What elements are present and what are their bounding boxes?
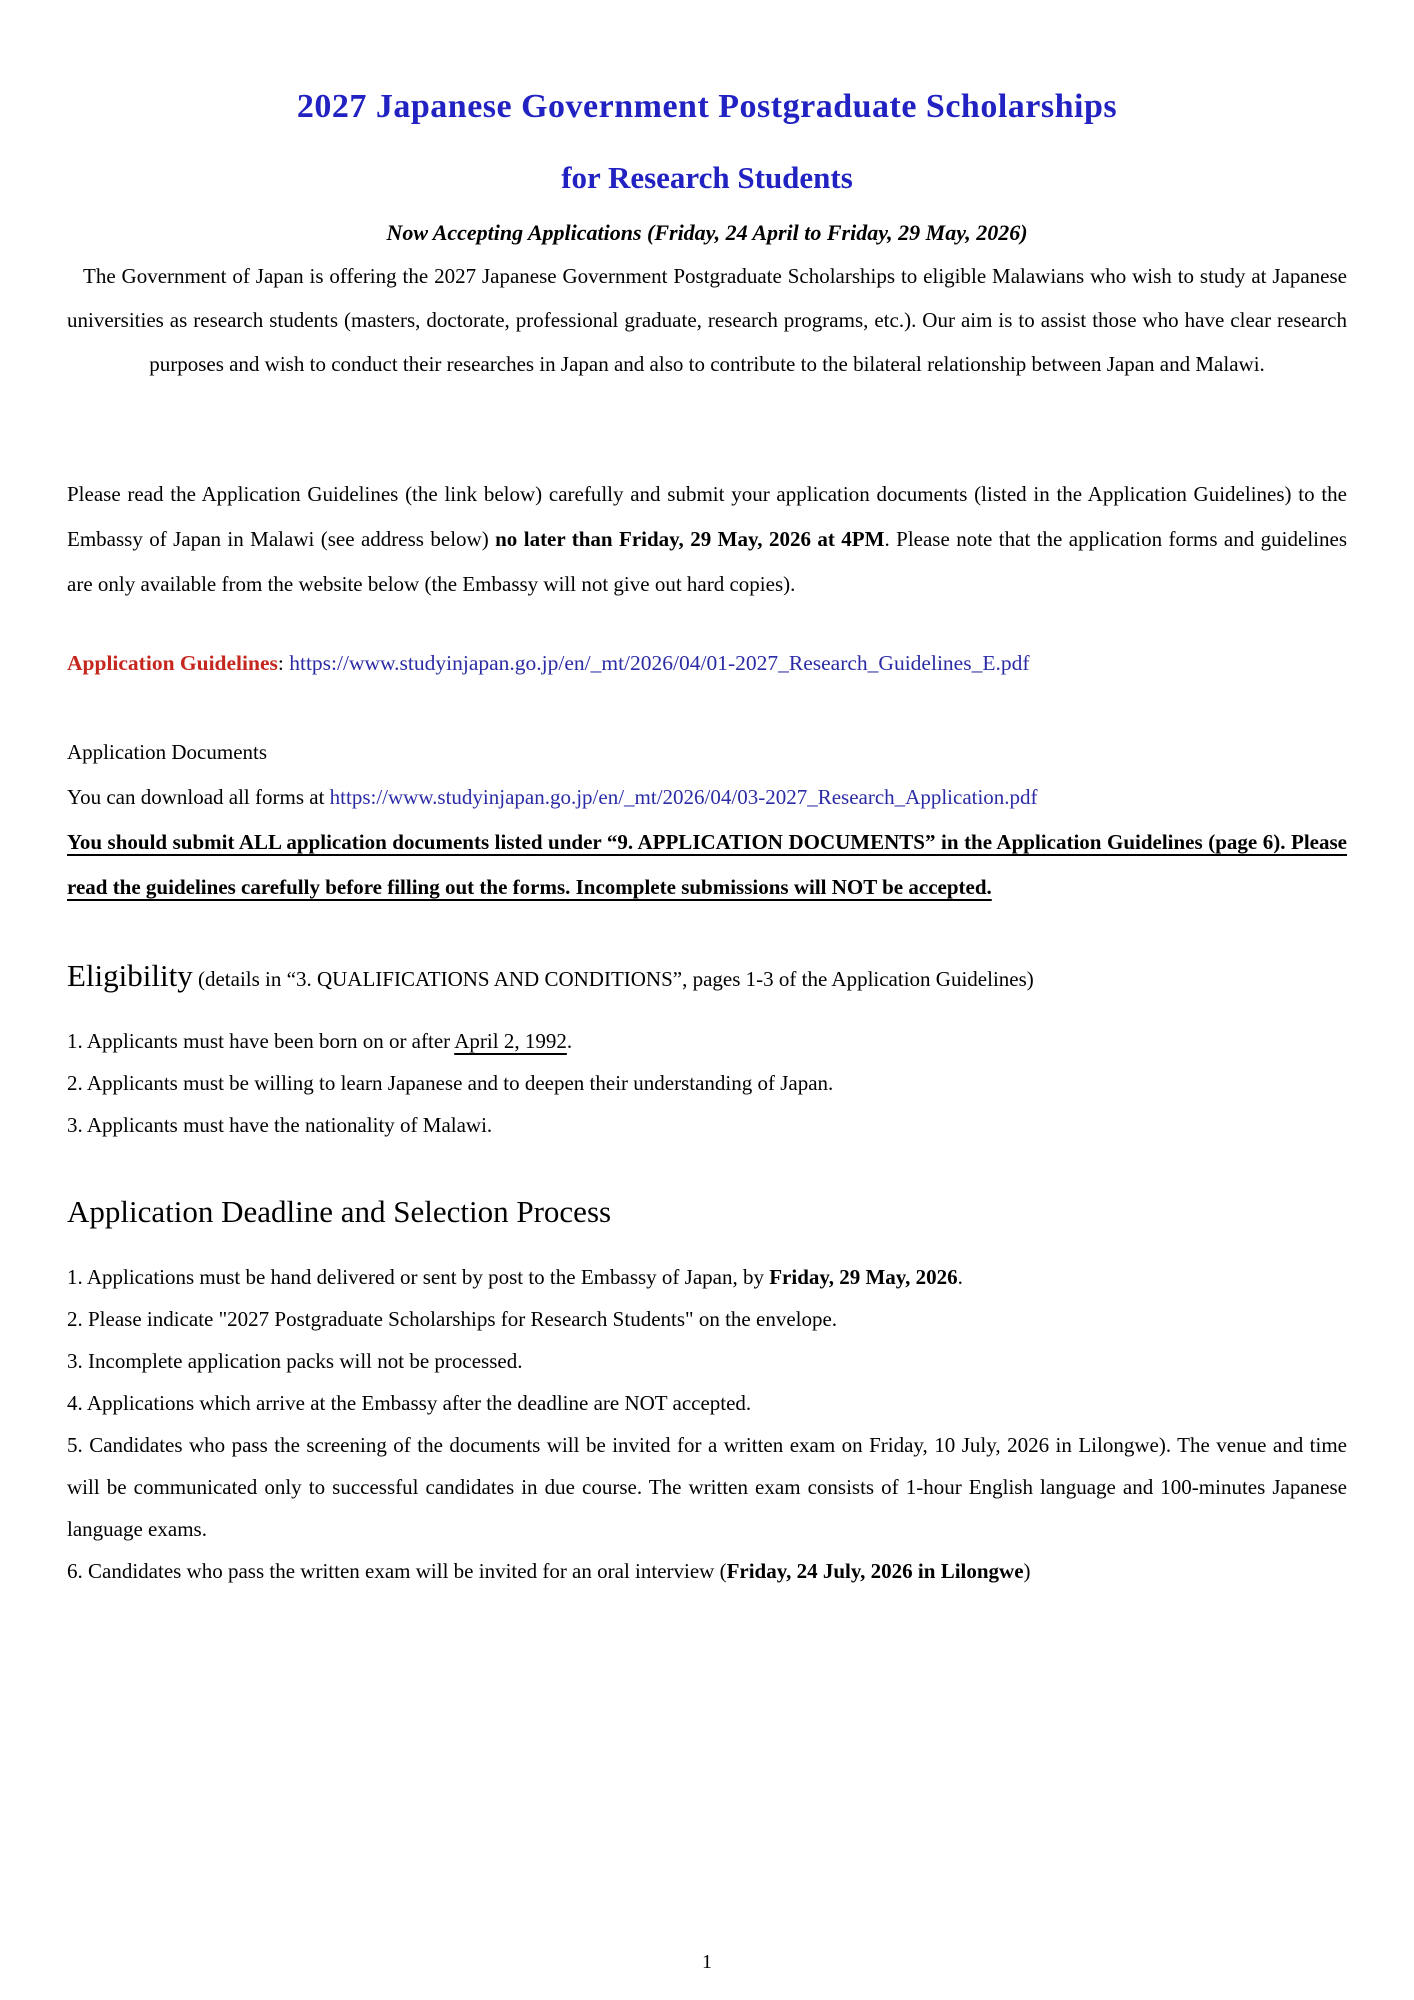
deadline-item-4: 4. Applications which arrive at the Embassy after the deadline are NOT accepted. xyxy=(67,1391,752,1415)
deadline-item-2: 2. Please indicate "2027 Postgraduate Scholarships for Research Students" on the envelope. xyxy=(67,1307,838,1331)
intro-paragraph: The Government of Japan is offering the 2027 Japanese Government Postgraduate Scholarships to eligible Malawians who wish to study at Japanese universities as research students (masters, doctorate, professional graduate, research programs, etc.). Our aim is to assist those who have clear research purposes and wish to conduct their researches in Japan and also to contribute to the bilateral relationship between Japan and Malawi. xyxy=(67,264,1347,376)
eligibility-heading xyxy=(67,958,1347,994)
eligibility-item-1-text: 1. Applicants must have been born on or after xyxy=(67,1029,455,1053)
page-number: 1 xyxy=(702,1951,712,1973)
birthdate-underlined: April 2, 1992 xyxy=(454,1029,567,1053)
deadline-item-6 xyxy=(67,1550,1347,1592)
submission-paragraph xyxy=(67,472,1347,607)
submission-text-part1: Please read the Application Guidelines (the link below) carefully and submit your application documents (listed in the Application Guidelines) to the Embassy of Japan in Malawi (see address below) xyxy=(67,482,1347,551)
application-documents-heading: Application Documents xyxy=(67,740,268,764)
interview-date-bold: Friday, 24 July, 2026 in Lilongwe xyxy=(726,1559,1024,1583)
eligibility-list xyxy=(67,1020,1347,1146)
application-documents-section xyxy=(67,730,1347,910)
deadline-process-heading: Application Deadline and Selection Process xyxy=(67,1194,612,1229)
download-forms-line xyxy=(67,775,1347,820)
application-pdf-link[interactable]: https://www.studyinjapan.go.jp/en/_mt/2026/04/03-2027_Research_Application.pdf xyxy=(329,785,1038,809)
eligibility-heading-note: (details in “3. QUALIFICATIONS AND CONDITIONS”, pages 1-3 of the Application Guidelines) xyxy=(192,967,1034,991)
application-guidelines-label: Application Guidelines xyxy=(67,651,278,675)
eligibility-item-1 xyxy=(67,1020,1347,1062)
deadline-date-bold: Friday, 29 May, 2026 xyxy=(769,1265,958,1289)
document-title: 2027 Japanese Government Postgraduate Scholarships xyxy=(296,88,1118,125)
deadline-process-list xyxy=(67,1256,1347,1592)
vertical-gap xyxy=(67,386,1347,472)
eligibility-item-1-period: . xyxy=(566,1029,573,1053)
submission-warning: You should submit ALL application documents listed under “9. APPLICATION DOCUMENTS” in the Application Guidelines (page 6). Please read the guidelines carefully before filling out the forms. Incomplete submissions will NOT be accepted. xyxy=(67,830,1347,899)
deadline-item-6-text: 6. Candidates who pass the written exam will be invited for an oral interview ( xyxy=(67,1559,727,1583)
accepting-applications-tagline: Now Accepting Applications (Friday, 24 April to Friday, 29 May, 2026) xyxy=(386,220,1028,245)
eligibility-item-3: 3. Applicants must have the nationality of Malawi. xyxy=(67,1113,493,1137)
deadline-item-1 xyxy=(67,1256,1347,1298)
eligibility-item-2: 2. Applicants must be willing to learn Japanese and to deepen their understanding of Japan. xyxy=(67,1071,834,1095)
deadline-item-1-text: 1. Applications must be hand delivered or sent by post to the Embassy of Japan, by xyxy=(67,1265,770,1289)
deadline-item-3: 3. Incomplete application packs will not be processed. xyxy=(67,1349,523,1373)
submission-text-part2: . Please note that the application forms and guidelines are only available from the website below (the Embassy will not give out hard copies). xyxy=(67,527,1348,596)
submission-deadline-bold: no later than Friday, 29 May, 2026 at 4PM xyxy=(495,527,885,551)
colon-separator: : xyxy=(277,651,290,675)
eligibility-heading-text: Eligibility xyxy=(67,958,193,993)
document-subtitle: for Research Students xyxy=(561,160,853,195)
deadline-item-1-period: . xyxy=(957,1265,963,1289)
download-forms-text: You can download all forms at xyxy=(67,785,330,809)
deadline-item-6-close: ) xyxy=(1023,1559,1031,1583)
application-guidelines-line xyxy=(67,641,1347,686)
guidelines-pdf-link[interactable]: https://www.studyinjapan.go.jp/en/_mt/2026/04/01-2027_Research_Guidelines_E.pdf xyxy=(289,651,1030,675)
deadline-item-5: 5. Candidates who pass the screening of the documents will be invited for a written exam on Friday, 10 July, 2026 in Lilongwe). The venue and time will be communicated only to successful candidates in due course. The written exam consists of 1-hour English language and 100-minutes Japanese language exams. xyxy=(67,1433,1347,1541)
